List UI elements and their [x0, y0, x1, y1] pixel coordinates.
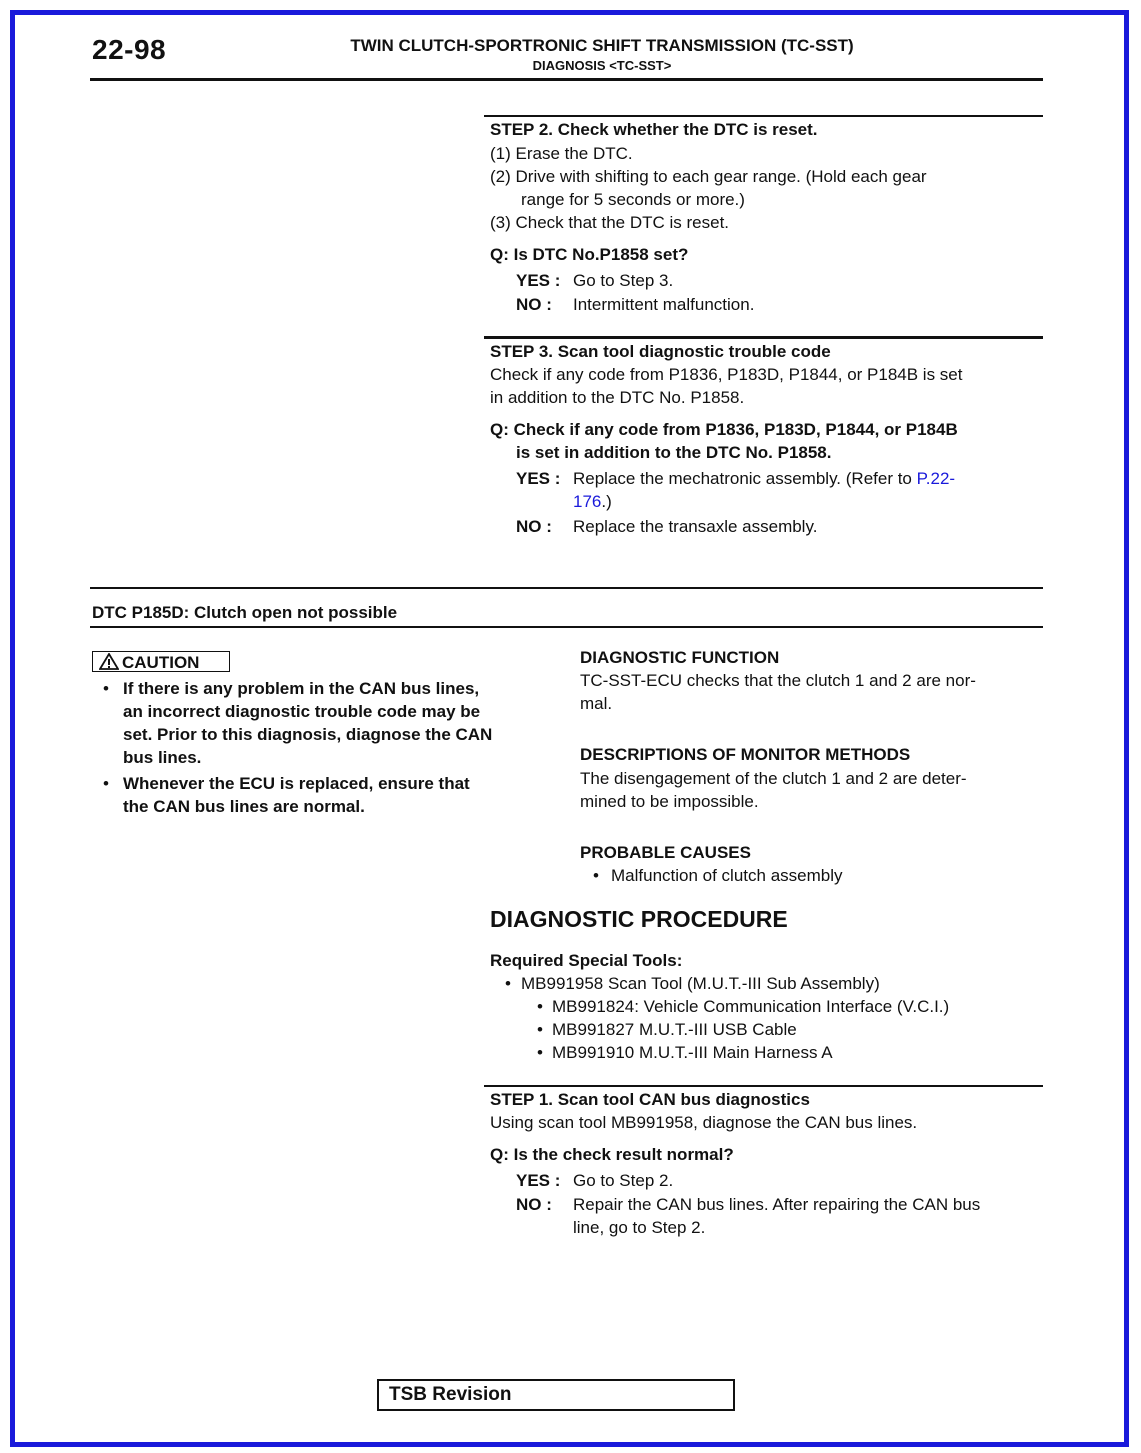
step1-body: Using scan tool MB991958, diagnose the CAN bus lines. — [490, 1113, 918, 1132]
tool-bullet-dot: • — [505, 974, 511, 993]
page-subtitle: DIAGNOSIS <TC-SST> — [532, 58, 672, 73]
page-ref-link-cont[interactable]: 176 — [573, 492, 602, 511]
dtc-rule-top — [90, 587, 1043, 589]
header-rule — [90, 78, 1043, 81]
tool-sub-dot-2: • — [537, 1020, 543, 1039]
step2-yes-label: YES : — [516, 271, 561, 290]
diag-function-line-2: mal. — [580, 694, 613, 713]
step3-yes-label: YES : — [516, 469, 561, 488]
step3-no-label: NO : — [516, 517, 552, 536]
diag-function-heading: DIAGNOSTIC FUNCTION — [580, 648, 780, 667]
step3-body-line-2: in addition to the DTC No. P1858. — [490, 388, 745, 407]
step1-rule — [484, 1085, 1043, 1087]
caution-bullet-2-line-2: the CAN bus lines are normal. — [123, 797, 365, 816]
step2-yes-text: Go to Step 3. — [573, 271, 674, 290]
tool-sub-dot-1: • — [537, 997, 543, 1016]
step2-rule — [484, 115, 1043, 117]
step3-yes-text-end: .) — [601, 492, 612, 511]
dtc-title: DTC P185D: Clutch open not possible — [92, 603, 398, 622]
tool-sub-dot-3: • — [537, 1043, 543, 1062]
step3-question-line-2: is set in addition to the DTC No. P1858. — [516, 443, 832, 462]
step2-question: Q: Is DTC No.P1858 set? — [490, 245, 689, 264]
causes-heading: PROBABLE CAUSES — [580, 843, 751, 862]
step1-no-line-2: line, go to Step 2. — [573, 1218, 706, 1237]
causes-item: Malfunction of clutch assembly — [611, 866, 843, 885]
step2-item-1: (1) Erase the DTC. — [490, 144, 633, 163]
caution-bullet-1-line-3: set. Prior to this diagnosis, diagnose the CAN — [123, 725, 493, 744]
tool-sub-2: MB991827 M.U.T.-III USB Cable — [552, 1020, 797, 1039]
page-ref-link[interactable]: P.22- — [916, 469, 956, 488]
caution-bullet-dot-1: • — [103, 679, 109, 698]
tool-sub-1: MB991824: Vehicle Communication Interface (V.C.I.) — [552, 997, 950, 1016]
step3-no-text: Replace the transaxle assembly. — [573, 517, 818, 536]
step2-item-3: (3) Check that the DTC is reset. — [490, 213, 730, 232]
step3-yes-text — [573, 467, 955, 490]
caution-bullet-2-line-1: Whenever the ECU is replaced, ensure that — [123, 774, 470, 793]
warning-triangle-icon — [99, 653, 119, 670]
step1-no-line-1: Repair the CAN bus lines. After repairing the CAN bus — [573, 1195, 981, 1214]
caution-label: CAUTION — [122, 653, 200, 672]
step2-no-label: NO : — [516, 295, 552, 314]
page-number: 22-98 — [92, 34, 167, 65]
tool-sub-3: MB991910 M.U.T.-III Main Harness A — [552, 1043, 833, 1062]
page-title: TWIN CLUTCH-SPORTRONIC SHIFT TRANSMISSION (TC-SST) — [350, 36, 854, 55]
caution-bullet-1-line-4: bus lines. — [123, 748, 202, 767]
dtc-rule-bottom — [90, 626, 1043, 628]
caution-bullet-dot-2: • — [103, 774, 109, 793]
step3-rule — [484, 336, 1043, 339]
step1-heading: STEP 1. Scan tool CAN bus diagnostics — [490, 1090, 810, 1109]
tools-heading: Required Special Tools: — [490, 951, 683, 970]
step1-yes-label: YES : — [516, 1171, 561, 1190]
caution-bullet-1-line-1: If there is any problem in the CAN bus lines, — [123, 679, 480, 698]
step3-body-line-1: Check if any code from P1836, P183D, P1844, or P184B is set — [490, 365, 963, 384]
step2-item-2-cont: range for 5 seconds or more.) — [521, 190, 745, 209]
monitor-line-2: mined to be impossible. — [580, 792, 759, 811]
tsb-revision-box: TSB Revision — [377, 1379, 735, 1411]
step2-heading: STEP 2. Check whether the DTC is reset. — [490, 120, 818, 139]
step1-question: Q: Is the check result normal? — [490, 1145, 734, 1164]
causes-bullet-dot: • — [593, 866, 599, 885]
monitor-line-1: The disengagement of the clutch 1 and 2 are deter- — [580, 769, 967, 788]
step2-no-text: Intermittent malfunction. — [573, 295, 755, 314]
caution-box — [92, 651, 230, 672]
monitor-heading: DESCRIPTIONS OF MONITOR METHODS — [580, 745, 911, 764]
step2-item-2: (2) Drive with shifting to each gear range. (Hold each gear — [490, 167, 927, 186]
step3-yes-text-cont — [573, 490, 612, 513]
tool-main: MB991958 Scan Tool (M.U.T.-III Sub Assembly) — [521, 974, 880, 993]
step3-heading: STEP 3. Scan tool diagnostic trouble code — [490, 342, 831, 361]
procedure-heading: DIAGNOSTIC PROCEDURE — [490, 906, 788, 932]
step1-yes-text: Go to Step 2. — [573, 1171, 674, 1190]
step3-yes-text-main: Replace the mechatronic assembly. (Refer to — [573, 469, 917, 488]
step1-no-label: NO : — [516, 1195, 552, 1214]
diag-function-line-1: TC-SST-ECU checks that the clutch 1 and 2 are nor- — [580, 671, 976, 690]
step3-question-line-1: Q: Check if any code from P1836, P183D, P1844, or P184B — [490, 420, 958, 439]
caution-bullet-1-line-2: an incorrect diagnostic trouble code may be — [123, 702, 481, 721]
